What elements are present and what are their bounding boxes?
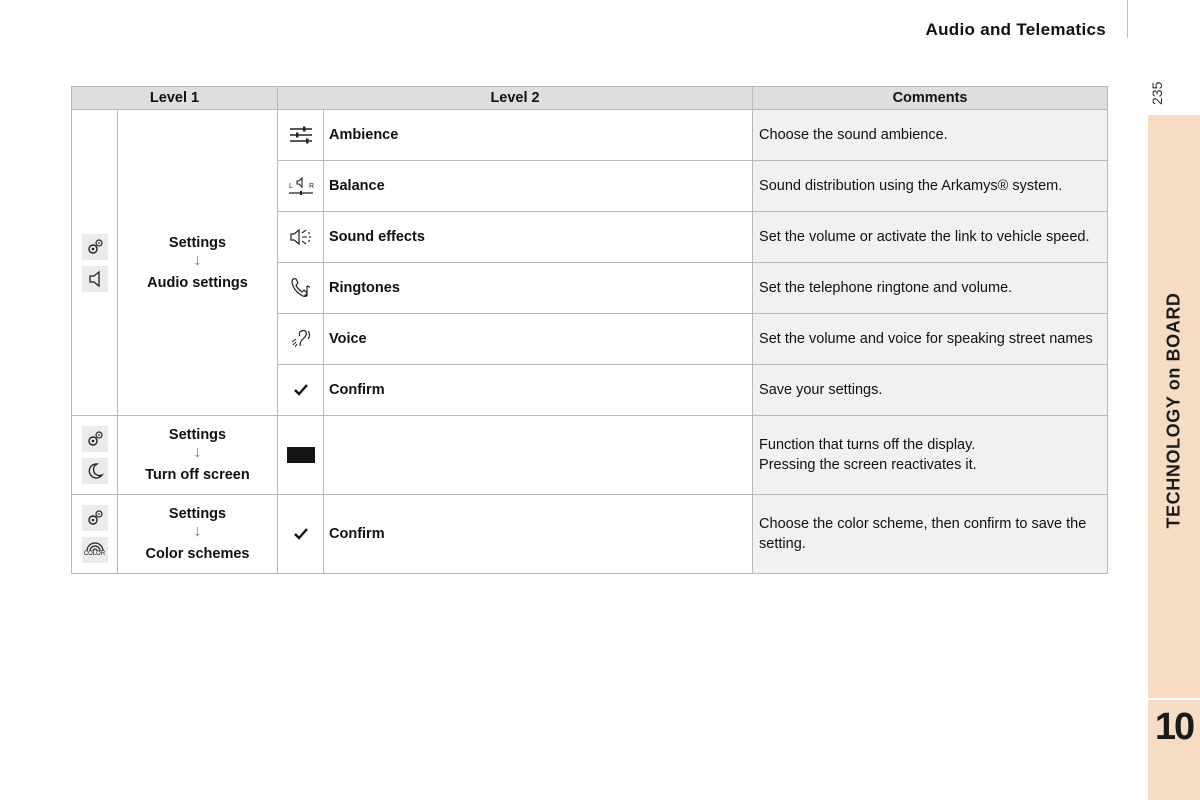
color-icon: [82, 537, 108, 563]
svg-text:L: L: [288, 183, 293, 190]
option-label-confirm: Confirm: [324, 365, 753, 416]
header-divider: [1127, 0, 1128, 38]
level1-icon-cell: [72, 416, 118, 495]
level1-icon-cell: [72, 495, 118, 574]
level1-path-audio-settings: [118, 110, 278, 416]
page-header-title: Audio and Telematics: [925, 20, 1106, 39]
level1-settings-label: Settings: [168, 234, 227, 251]
svg-text:R: R: [308, 183, 314, 190]
page-number: 235: [1149, 81, 1165, 105]
level1-submenu-label: Color schemes: [145, 546, 250, 562]
comment-ringtones: Set the telephone ringtone and volume.: [753, 263, 1108, 314]
comment-balance: Sound distribution using the Arkamys® system.: [753, 161, 1108, 212]
down-arrow-icon: ↓: [193, 444, 202, 461]
option-label-balance: Balance: [324, 161, 753, 212]
black-display-icon: [278, 416, 324, 495]
table-row: [72, 416, 1108, 495]
color-icon-text: COLOR: [83, 551, 106, 557]
table-row: [72, 495, 1108, 574]
comment-voice: Set the volume and voice for speaking street names: [753, 314, 1108, 365]
moon-icon: [82, 458, 108, 484]
option-label-voice: Voice: [324, 314, 753, 365]
comment-confirm: Save your settings.: [753, 365, 1108, 416]
chapter-side-tab: [1148, 115, 1200, 800]
gears-icon: [82, 426, 108, 452]
comment-color-schemes: Choose the color scheme, then confirm to save the setting.: [753, 495, 1108, 574]
checkmark-icon: [278, 495, 324, 574]
down-arrow-icon: ↓: [193, 523, 202, 540]
header-comments: Comments: [753, 87, 1108, 110]
level1-submenu-label: Turn off screen: [145, 467, 250, 483]
gears-icon: [82, 234, 108, 260]
chapter-title: TECHNOLOGY on BOARD: [1163, 292, 1184, 529]
level1-path-turn-off-screen: [118, 416, 278, 495]
comment-ambience: Choose the sound ambience.: [753, 110, 1108, 161]
sound-effects-icon: [278, 212, 324, 263]
option-label-ambience: Ambience: [324, 110, 753, 161]
level1-settings-label: Settings: [168, 506, 227, 522]
chapter-number: 10: [1154, 706, 1194, 748]
gears-icon: [82, 505, 108, 531]
balance-icon: [278, 161, 324, 212]
level1-path-color-schemes: [118, 495, 278, 574]
comment-turn-off-screen: [753, 416, 1108, 495]
option-label-ringtones: Ringtones: [324, 263, 753, 314]
equalizer-icon: [278, 110, 324, 161]
option-label-sound-effects: Sound effects: [324, 212, 753, 263]
table-row: [72, 110, 1108, 161]
settings-menu-table: [71, 86, 1108, 574]
option-label-confirm: Confirm: [324, 495, 753, 574]
side-tab-divider: [1148, 698, 1200, 700]
comment-line: Function that turns off the display.: [759, 437, 976, 453]
header-level1: Level 1: [72, 87, 278, 110]
option-label-empty: [324, 416, 753, 495]
ringtone-icon: [278, 263, 324, 314]
speaker-icon: [82, 266, 108, 292]
voice-icon: [278, 314, 324, 365]
comment-line: Pressing the screen reactivates it.: [759, 457, 977, 473]
level1-settings-label: Settings: [168, 427, 227, 443]
level1-submenu-label: Audio settings: [147, 274, 248, 291]
table-header-row: [72, 87, 1108, 110]
header-level2: Level 2: [278, 87, 753, 110]
checkmark-icon: [278, 365, 324, 416]
comment-sound-effects: Set the volume or activate the link to vehicle speed.: [753, 212, 1108, 263]
level1-icon-cell: [72, 110, 118, 416]
down-arrow-icon: ↓: [193, 251, 202, 269]
